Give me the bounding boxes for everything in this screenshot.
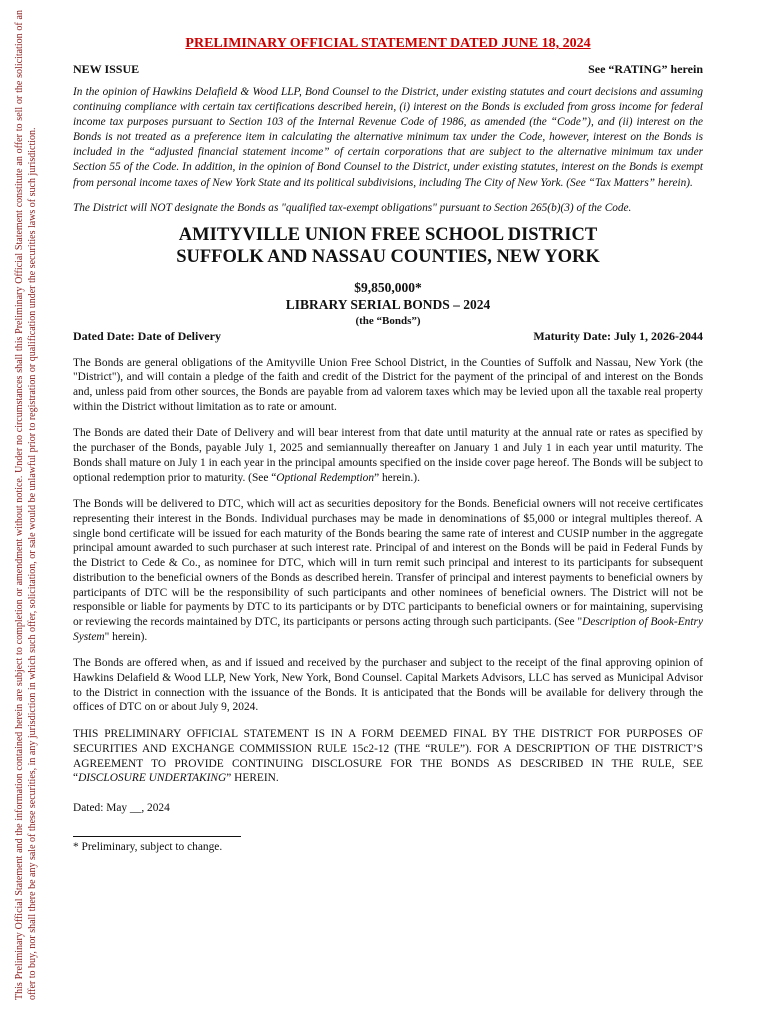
paragraph-dtc: The Bonds will be delivered to DTC, which will act as securities depository for the Bonds. Beneficial owners will not receive certificates representing their interest in the Bonds. Individual purchases may be made in denominations of $5,000 or integral multiples thereof. A single bond certificate will be issued for each maturity of the Bonds bearing the same rate of interest and CUSIP number in the aggregate principal amount awarded to such purchaser at such interest rate. Principal of and interest on the Bonds will be paid in Federal Funds by the District to Cede & Co., as nominee for DTC, which will in turn remit such principal and interest to its participants for subsequent distribution to the beneficial owners of the Bonds as described herein. Transfer of principal and interest payments to beneficial owners by participants of DTC will be the responsibility of such participants and other nominees of beneficial owners. The District will not be responsible or liable for payments by DTC to its participants or by DTC participants to beneficial owners or for maintaining, supervising or reviewing the records maintained by DTC, its participants or persons acting through such participants. (See "Description of Book-Entry System" herein). bbox=[73, 498, 703, 643]
red-herring-text: This Preliminary Official Statement and the information contained herein are subject to completion or amendment without notice. Under no circumstances shall this Preliminary Official Statement constitute an offer to sell or the solicitation of an offer to buy, nor shall there be any sale of these securities, in any jurisdiction in which such offer, solicitation, or sale would be unlawful prior to registration or qualification under the securities laws of such jurisdiction. bbox=[14, 10, 38, 1000]
red-herring-legend bbox=[14, 0, 58, 1000]
issuer-name: AMITYVILLE UNION FREE SCHOOL DISTRICT bbox=[178, 224, 598, 245]
rating-reference: See “RATING” herein bbox=[588, 62, 703, 76]
issuer-block bbox=[73, 224, 703, 268]
optional-redemption-ref: Optional Redemption bbox=[276, 471, 375, 484]
date-row bbox=[73, 329, 703, 344]
maturity-date: Maturity Date: July 1, 2026-2044 bbox=[533, 328, 703, 343]
preliminary-title: PRELIMINARY OFFICIAL STATEMENT DATED JUNE 18, 2024 bbox=[185, 36, 591, 51]
paragraph-security: The Bonds are general obligations of the Amityville Union Free School District, in the Counties of Suffolk and Nassau, New York (the "District"), and will contain a pledge of the faith and credit of the District for the payment of the principal of and interest on the Bonds and, unless paid from other sources, the Bonds are payable from ad valorem taxes which may be levied upon all the taxable real property within the District without limitation as to rate or amount. bbox=[73, 356, 703, 413]
new-issue-label: NEW ISSUE bbox=[73, 62, 140, 76]
footnote-divider bbox=[73, 836, 241, 837]
dated-date: Dated Date: Date of Delivery bbox=[73, 328, 221, 343]
paragraph-offering: The Bonds are offered when, as and if issued and received by the purchaser and subject to the receipt of the final approving opinion of Hawkins Delafield & Wood LLP, New York, New York, Bond Counsel. Capital Markets Advisors, LLC has served as Municipal Advisor to the District in connection with the issuance of the Bonds. It is anticipated that the Bonds will be available for delivery through the offices of DTC on or about July 9, 2024. bbox=[73, 657, 703, 714]
offering-amount: $9,850,000* bbox=[354, 279, 422, 295]
disclosure-undertaking-ref: DISCLOSURE UNDERTAKING bbox=[78, 772, 227, 785]
tax-exempt-notice: The District will NOT designate the Bonds as "qualified tax-exempt obligations" pursuant to Section 265(b)(3) of the Code. bbox=[73, 201, 632, 214]
dated-line: Dated: May __, 2024 bbox=[73, 801, 170, 814]
bond-series: LIBRARY SERIAL BONDS – 2024 bbox=[285, 296, 491, 312]
paragraph-terms: The Bonds are dated their Date of Delivery and will bear interest from that date until maturity at the annual rate or rates as specified by the purchaser of the Bonds, payable July 1, 2025 and semiannually thereafter on January 1 and July 1 in each year until maturity. The Bonds shall mature on July 1 in each year in the principal amounts specified on the inside cover page hereof. The Bonds will be subject to optional redemption prior to maturity. (See “Optional Redemption” herein.). bbox=[73, 427, 703, 484]
bond-counsel-opinion: In the opinion of Hawkins Delafield & Wood LLP, Bond Counsel to the District, under existing statutes and court decisions and assuming continuing compliance with certain tax certifications described herein, (i) interest on the Bonds is excluded from gross income for federal income tax purposes pursuant to Section 103 of the Internal Revenue Code of 1986, as amended (the “Code”), and (ii) interest on the Bonds is not treated as a preference item in calculating the alternative minimum tax under the Code, however, interest on the Bonds is included in the “adjusted financial statement income” of certain corporations that are subject to the alternative minimum tax under Section 55 of the Code. In addition, in the opinion of Bond Counsel to the District, under existing statutes, interest on the Bonds is exempt from personal income taxes of New York State and its political subdivisions, including The City of New York. (See “Tax Matters” herein). bbox=[73, 86, 703, 189]
issue-header bbox=[73, 62, 703, 77]
book-entry-ref: Description of Book-Entry System bbox=[73, 615, 703, 643]
footnote: * Preliminary, subject to change. bbox=[73, 840, 223, 853]
issuer-location: SUFFOLK AND NASSAU COUNTIES, NEW YORK bbox=[176, 246, 600, 267]
bonds-definition: (the “Bonds”) bbox=[355, 314, 421, 327]
paragraph-disclosure: THIS PRELIMINARY OFFICIAL STATEMENT IS IN A FORM DEEMED FINAL BY THE DISTRICT FOR PURPOSES OF SECURITIES AND EXCHANGE COMMISSION RULE 15c2-12 (THE “RULE”). FOR A DESCRIPTION OF THE DISTRICT’S AGREEMENT TO PROVIDE CONTINUING DISCLOSURE FOR THE BONDS AS DESCRIBED IN THE RULE, SEE “DISCLOSURE UNDERTAKING” HEREIN. bbox=[73, 728, 703, 785]
offering-block bbox=[73, 279, 703, 313]
cover-page bbox=[73, 36, 703, 853]
